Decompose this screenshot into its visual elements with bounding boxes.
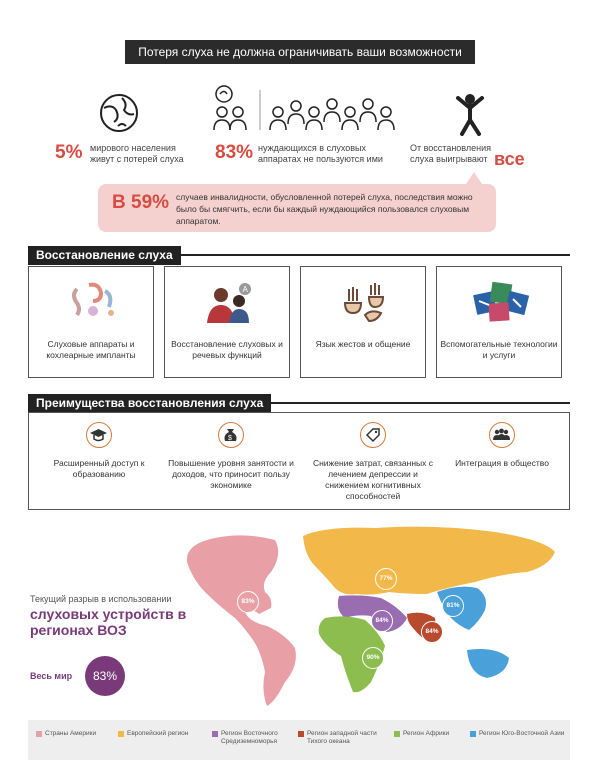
map-subtitle: Текущий разрыв в использовании xyxy=(30,594,172,604)
world-value-badge: 83% xyxy=(85,656,125,696)
region-europe xyxy=(303,527,555,595)
pill-pointer xyxy=(466,172,482,184)
celebrating-person-icon xyxy=(452,92,488,141)
legend-label: Регион западной части Тихого океана xyxy=(307,730,377,745)
assistive-tech-signs-icon xyxy=(471,279,531,328)
region-badge-americas: 83% xyxy=(237,591,259,613)
hearing-aid-icon xyxy=(69,281,117,326)
highlight-percent: В 59% xyxy=(112,192,170,213)
page-title: Потеря слуха не должна ограничивать ваши возможности xyxy=(125,40,475,64)
legend-item-western-pacific xyxy=(298,730,384,746)
legend-swatch xyxy=(118,731,124,737)
legend-label: Регион Юго-Восточной Азии xyxy=(479,730,565,737)
highlight-text: случаев инвалидности, обусловленной потерей слуха, последствия можно было бы смягчить, если бы каждый нуждающийся пользовался слуховым аппаратом. xyxy=(176,192,473,226)
legend-item-south-east-asia xyxy=(470,730,566,738)
benefit-employment: Повышение уровня занятости и доходов, что приносит пользу экономике xyxy=(168,458,294,490)
teacher-child-icon xyxy=(203,283,255,328)
stat-percent-population: 5% xyxy=(55,142,83,163)
price-tag-icon xyxy=(360,422,386,448)
stat-percent-non-users: 83% xyxy=(215,142,254,163)
legend-swatch xyxy=(36,731,42,737)
legend-label: Регион Восточного Средиземноморья xyxy=(221,730,278,745)
svg-text:$: $ xyxy=(228,435,232,442)
region-badge-europe: 77% xyxy=(375,568,397,590)
card-sign-language xyxy=(300,266,426,378)
section-title-benefits: Преимущества восстановления слуха xyxy=(28,394,271,413)
legend-label: Регион Африки xyxy=(403,730,450,737)
group-icon xyxy=(489,422,515,448)
stat-non-users-text: нуждающихся в слуховых аппаратах не пользуются ими xyxy=(258,143,383,164)
stat-everyone-text: От восстановления слуха выигрывают xyxy=(410,143,492,164)
benefit-integration: Интеграция в общество xyxy=(455,458,549,468)
benefit-cost-reduction: Снижение затрат, связанных с лечением депрессии и снижением когнитивных способностей xyxy=(312,458,434,501)
card-label: Слуховые аппараты и кохлеарные импланты xyxy=(46,339,136,360)
legend-item-europe xyxy=(118,730,206,738)
sign-language-hands-icon xyxy=(341,281,389,328)
legend-swatch xyxy=(394,731,400,737)
card-label: Язык жестов и общение xyxy=(315,339,411,349)
section-title-restoration: Восстановление слуха xyxy=(28,246,181,265)
map-title: слуховых устройств в регионах ВОЗ xyxy=(30,606,187,638)
globe-icon xyxy=(98,92,140,139)
card-hearing-aids xyxy=(28,266,154,378)
legend-item-africa xyxy=(394,730,464,738)
card-rehabilitation xyxy=(164,266,290,378)
stat-population-text: мирового населения живут с потерей слуха xyxy=(90,143,184,164)
card-label: Вспомогательные технологии и услуги xyxy=(440,339,558,360)
stat-everyone-word: все xyxy=(494,149,525,169)
region-badge-south-east-asia: 84% xyxy=(421,621,443,643)
legend-swatch xyxy=(470,731,476,737)
region-badge-eastern-mediterranean: 84% xyxy=(371,610,393,632)
world-label: Весь мир xyxy=(30,671,73,681)
money-bag-icon xyxy=(218,422,244,448)
legend-item-eastern-mediterranean xyxy=(212,730,294,746)
region-badge-africa: 90% xyxy=(362,647,384,669)
card-assistive-tech xyxy=(436,266,562,378)
legend-label: Страны Америки xyxy=(45,730,97,737)
region-badge-western-pacific: 81% xyxy=(442,595,464,617)
svg-text:A: A xyxy=(242,285,248,294)
legend-swatch xyxy=(212,731,218,737)
card-label: Восстановление слуховых и речевых функций xyxy=(171,339,283,360)
legend-label: Европейский регион xyxy=(127,730,189,737)
legend-item-americas xyxy=(36,730,112,738)
graduation-cap-icon xyxy=(86,422,112,448)
legend-swatch xyxy=(298,731,304,737)
benefit-education: Расширенный доступ к образованию xyxy=(53,458,145,479)
